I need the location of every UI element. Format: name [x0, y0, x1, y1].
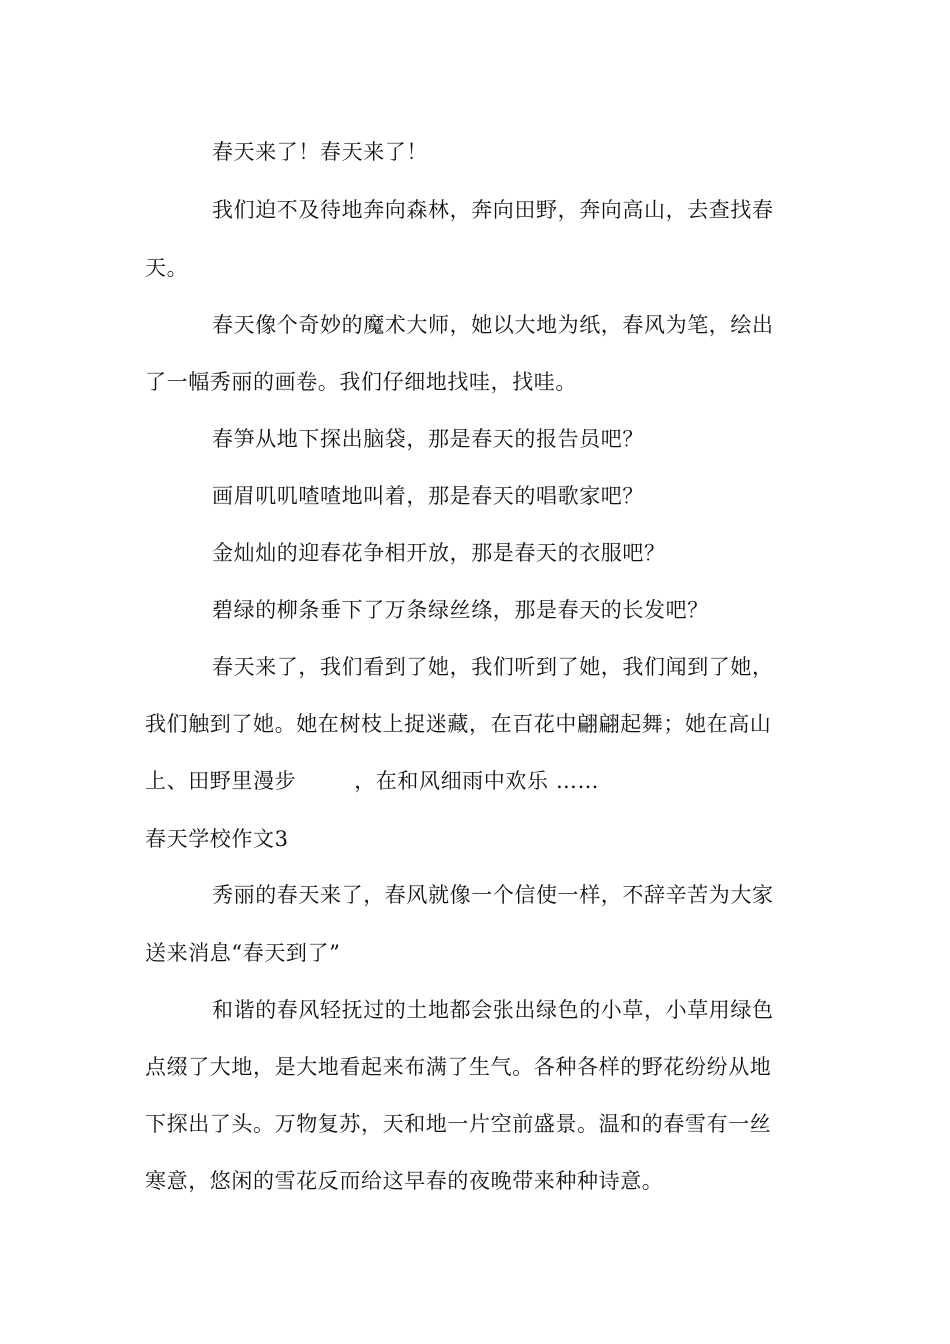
paragraph-line: 和谐的春风轻抚过的土地都会张出绿色的小草，小草用绿色: [212, 998, 774, 1022]
paragraph-line: 春天来了，我们看到了她，我们听到了她，我们闻到了她，: [212, 655, 774, 679]
paragraph-line: 春天像个奇妙的魔术大师，她以大地为纸，春风为笔，绘出: [212, 313, 774, 337]
paragraph-line: 金灿灿的迎春花争相开放，那是春天的衣服吧？: [212, 541, 666, 565]
paragraph-line: [145, 766, 810, 796]
paragraph-line: 送来消息“春天到了”: [145, 941, 341, 965]
paragraph-line: 下探出了头。万物复苏，天和地一片空前盛景。温和的春雪有一丝: [145, 1112, 772, 1136]
paragraph-line: 春笋从地下探出脑袋，那是春天的报告员吧？: [212, 427, 644, 451]
paragraph-line: 点缀了大地，是大地看起来布满了生气。各种各样的野花纷纷从地: [145, 1055, 772, 1079]
paragraph-line: 寒意，悠闲的雪花反而给这早春的夜晚带来种种诗意。: [145, 1169, 664, 1193]
line-segment: ，在和风细雨中欢乐 ……: [354, 769, 600, 793]
paragraph-line: 天。: [145, 256, 189, 280]
paragraph-line: 了一幅秀丽的画卷。我们仔细地找哇，找哇。: [145, 370, 577, 394]
paragraph-line: 画眉叽叽喳喳地叫着，那是春天的唱歌家吧？: [212, 484, 644, 508]
section-title: 春天学校作文3: [145, 827, 289, 851]
line-segment: 上、田野里漫步: [145, 769, 297, 793]
paragraph-line: 秀丽的春天来了，春风就像一个信使一样，不辞辛苦为大家: [212, 883, 774, 907]
paragraph-line: 春天来了！春天来了！: [212, 140, 428, 164]
paragraph-line: 我们迫不及待地奔向森林，奔向田野，奔向高山，去查找春: [212, 198, 774, 222]
paragraph-line: 碧绿的柳条垂下了万条绿丝绦，那是春天的长发吧？: [212, 598, 709, 622]
paragraph-line: 我们触到了她。她在树枝上捉迷藏，在百花中翩翩起舞；她在高山: [145, 712, 772, 736]
